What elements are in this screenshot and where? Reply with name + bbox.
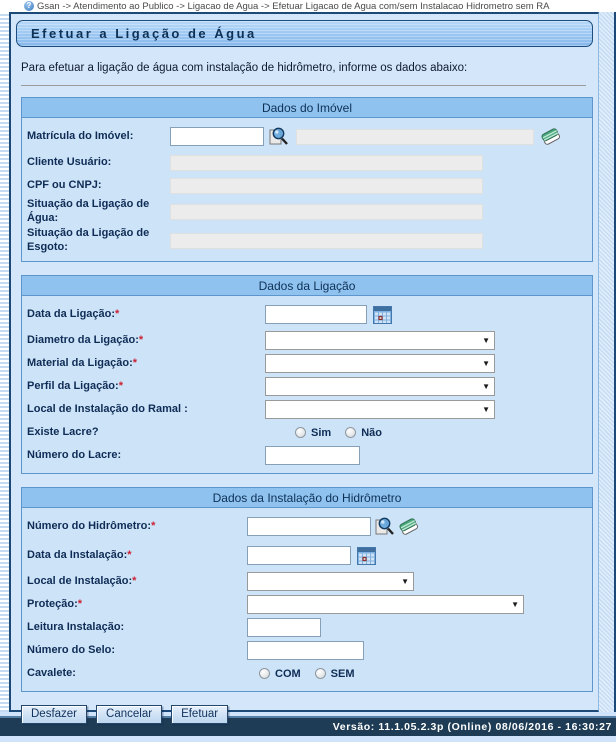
cavalete-com-label: COM [275,667,301,680]
right-margin-decoration [599,12,616,712]
bottom-strip [0,736,616,742]
material-ligacao-select[interactable] [265,354,495,373]
row-local-ramal [27,398,592,421]
row-matricula [27,122,592,151]
chevron-down-icon: ▼ [482,358,490,368]
row-situacao-agua [27,197,592,226]
cpf-cnpj-field [170,178,483,194]
row-cpf-cnpj [27,174,592,197]
numero-selo-label: Número do Selo: [27,643,116,656]
cavalete-sem-radio[interactable] [315,668,326,679]
protecao-select[interactable] [247,595,524,614]
cavalete-com-radio[interactable] [259,668,270,679]
row-numero-selo [27,639,592,662]
lacre-nao-label: Não [361,426,382,439]
eraser-imovel-icon[interactable] [540,127,562,147]
section-dados-hidrometro [21,487,593,692]
row-material-ligacao [27,352,592,375]
version-text: Versão: 11.1.05.2.3p (Online) 08/06/2016 - 16:30:27 [332,721,612,733]
divider [21,85,586,86]
data-ligacao-label: Data da Ligação:* [27,307,120,320]
row-numero-lacre [27,444,592,467]
matricula-label: Matrícula do Imóvel: [27,129,134,142]
section-header-ligacao: Dados da Ligação [22,276,592,296]
row-perfil-ligacao [27,375,592,398]
breadcrumb-text[interactable]: Gsan -> Atendimento ao Publico -> Ligacao de Agua -> Efetuar Ligacao de Agua com/sem Instalacao Hidrometro sem RA [37,0,550,12]
lookup-imovel-icon[interactable] [268,126,289,147]
lacre-sim-label: Sim [311,426,332,439]
matricula-descricao-field [296,129,534,145]
numero-hidrometro-label: Número do Hidrômetro:* [27,519,156,532]
numero-selo-input[interactable] [247,641,364,660]
chevron-down-icon: ▼ [401,576,409,586]
situacao-esgoto-label: Situação da Ligação de Esgoto: [27,227,150,253]
lacre-sim-radio[interactable] [295,427,306,438]
lookup-hidrometro-icon[interactable] [374,516,395,537]
row-cliente-usuario [27,151,592,174]
material-ligacao-label: Material da Ligação:* [27,356,138,369]
chevron-down-icon: ▼ [482,335,490,345]
page-title-text: Efetuar a Ligação de Água [31,26,257,41]
left-stripe-decoration [0,12,9,712]
section-header-imovel: Dados do Imóvel [22,98,592,118]
eraser-hidrometro-icon[interactable] [398,517,420,537]
row-situacao-esgoto [27,226,592,255]
section-header-hidrometro: Dados da Instalação do Hidrômetro [22,488,592,508]
chevron-down-icon: ▼ [482,404,490,414]
perfil-ligacao-select[interactable] [265,377,495,396]
section-dados-imovel [21,97,593,262]
row-data-ligacao [27,300,592,329]
diametro-ligacao-label: Diametro da Ligação:* [27,333,144,346]
row-numero-hidrometro [27,512,592,541]
protecao-label: Proteção:* [27,597,83,610]
numero-lacre-input[interactable] [265,446,360,465]
row-diametro-ligacao [27,329,592,352]
cavalete-label: Cavalete: [27,666,76,679]
row-existe-lacre [27,421,592,444]
row-cavalete [27,662,592,685]
cliente-usuario-field [170,155,483,171]
row-data-instalacao [27,541,592,570]
situacao-agua-label: Situação da Ligação de Água: [27,198,150,224]
local-instalacao-label: Local de Instalação:* [27,574,137,587]
chevron-down-icon: ▼ [482,381,490,391]
diametro-ligacao-select[interactable] [265,331,495,350]
local-ramal-label: Local de Instalação do Ramal : [27,402,188,415]
cpf-cnpj-label: CPF ou CNPJ: [27,178,102,191]
row-local-instalacao [27,570,592,593]
local-instalacao-select[interactable] [247,572,414,591]
cliente-usuario-label: Cliente Usuário: [27,155,112,168]
efetuar-button[interactable]: Efetuar [171,705,228,724]
instruction-text: Para efetuar a ligação de água com instalação de hidrômetro, informe os dados abaixo: [21,62,468,74]
footer-version-bar [0,718,616,736]
calendar-ligacao-icon[interactable] [373,306,392,324]
cancelar-button[interactable]: Cancelar [96,705,162,724]
breadcrumb [0,0,616,12]
matricula-input[interactable] [170,127,264,146]
data-instalacao-input[interactable] [247,546,351,565]
perfil-ligacao-label: Perfil da Ligação:* [27,379,123,392]
calendar-instalacao-icon[interactable] [357,547,376,565]
data-ligacao-input[interactable] [265,305,367,324]
data-instalacao-label: Data da Instalação:* [27,548,132,561]
situacao-esgoto-field [170,233,483,249]
row-leitura-instalacao [27,616,592,639]
situacao-agua-field [170,204,483,220]
main-frame [9,12,599,720]
existe-lacre-label: Existe Lacre? [27,425,99,438]
cavalete-sem-label: SEM [330,667,355,680]
leitura-instalacao-input[interactable] [247,618,321,637]
lacre-nao-radio[interactable] [345,427,356,438]
numero-hidrometro-input[interactable] [247,517,371,536]
numero-lacre-label: Número do Lacre: [27,448,122,461]
row-protecao [27,593,592,616]
leitura-instalacao-label: Leitura Instalação: [27,620,125,633]
chevron-down-icon: ▼ [511,599,519,609]
page-title [16,20,593,47]
section-dados-ligacao [21,275,593,474]
desfazer-button[interactable]: Desfazer [21,705,87,724]
help-icon[interactable]: ? [24,1,34,11]
local-ramal-select[interactable] [265,400,495,419]
